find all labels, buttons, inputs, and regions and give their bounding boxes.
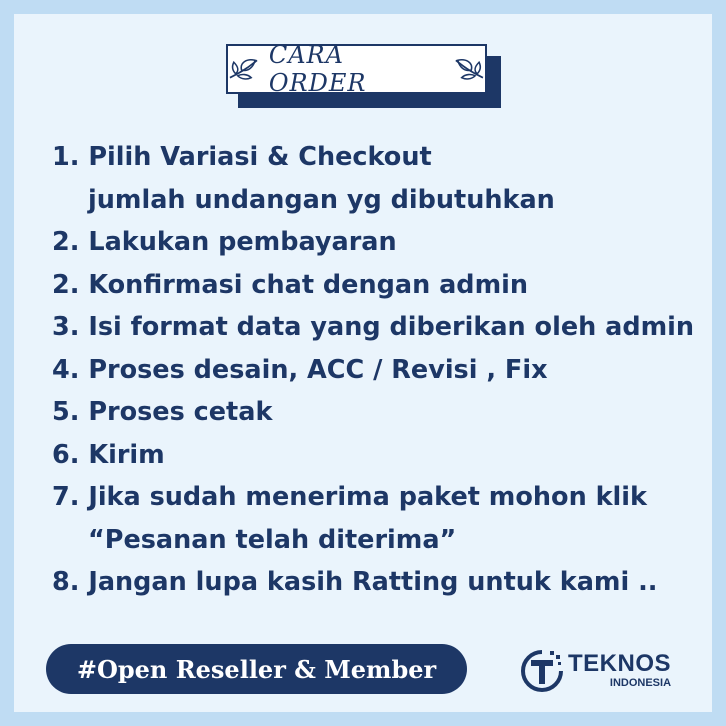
step-text: Konfirmasi chat dengan admin [88, 269, 529, 300]
step-item [52, 434, 694, 477]
step-item [52, 349, 694, 392]
step-number: 8. [52, 567, 80, 597]
logo-name: TEKNOS [568, 650, 672, 677]
brand-logo [520, 648, 680, 694]
logo-text [568, 652, 671, 690]
step-item [52, 136, 694, 221]
step-text: Kirim [88, 439, 165, 470]
step-text: Isi format data yang diberikan oleh admin [88, 312, 695, 342]
leaf-icon [228, 56, 261, 82]
step-number: 5. [52, 397, 80, 427]
step-number: 2. [52, 227, 80, 257]
step-text: Jangan lupa kasih Ratting untuk kami .. [88, 567, 658, 597]
step-item [52, 264, 694, 307]
step-text: Proses cetak [88, 397, 273, 427]
leaf-icon [452, 56, 485, 82]
step-item [52, 391, 694, 434]
page-title: CARA ORDER [268, 41, 367, 97]
logo-subtitle: INDONESIA [609, 677, 672, 689]
step-number: 4. [52, 354, 80, 385]
order-steps-list [52, 136, 694, 604]
step-number: 2. [52, 269, 80, 300]
step-number: 6. [52, 439, 80, 470]
step-item [52, 561, 694, 604]
step-item [52, 221, 694, 264]
step-text: Jika sudah menerima paket mohon klik [88, 482, 647, 512]
step-text: Pilih Variasi & Checkout [88, 142, 432, 172]
step-item [52, 306, 694, 349]
step-number: 3. [52, 312, 80, 342]
teknos-logo-icon [520, 649, 564, 693]
step-item [52, 476, 694, 561]
step-text: Lakukan pembayaran [88, 227, 397, 257]
step-continuation: jumlah undangan yg dibutuhkan [88, 184, 555, 215]
step-continuation: “Pesanan telah diterima” [88, 524, 457, 555]
step-number: 7. [52, 482, 80, 512]
step-text: Proses desain, ACC / Revisi , Fix [88, 354, 548, 385]
reseller-banner: #Open Reseller & Member [46, 644, 467, 694]
step-number: 1. [52, 142, 80, 172]
title-box [226, 41, 487, 97]
